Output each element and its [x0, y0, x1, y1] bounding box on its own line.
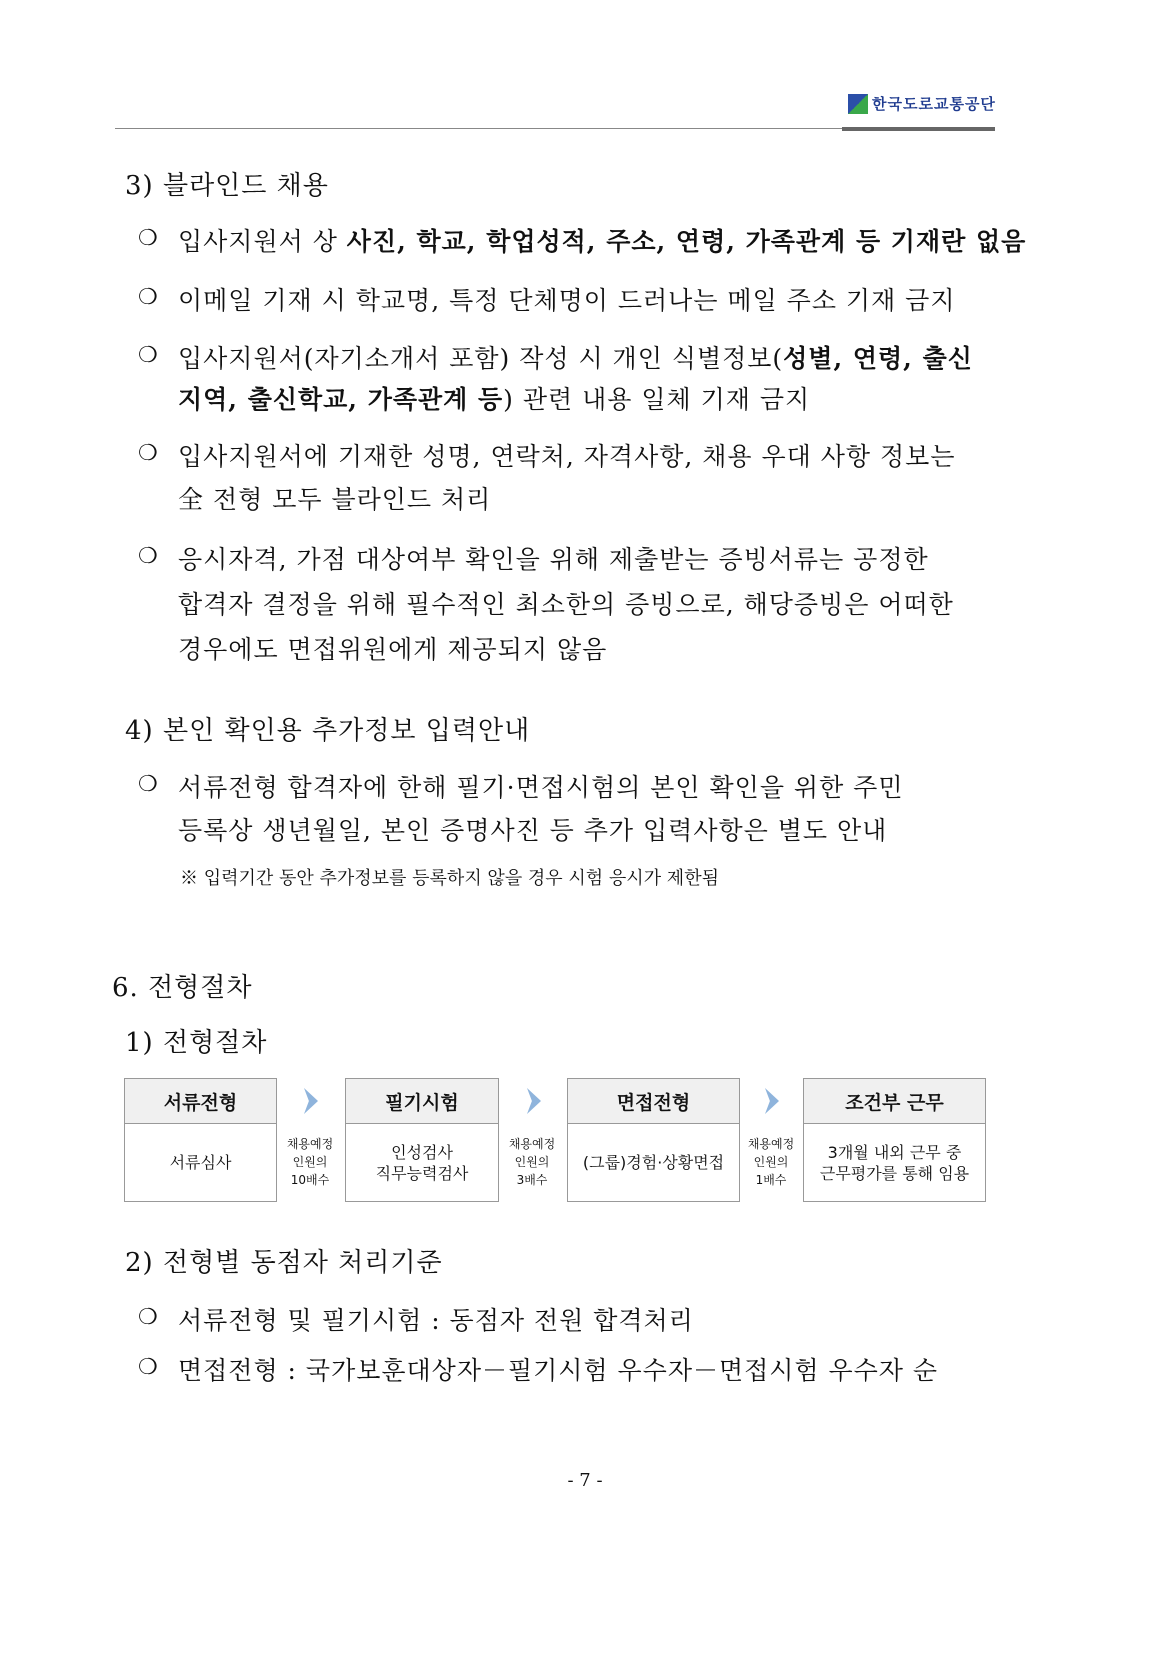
ratio-label: [497, 1135, 567, 1189]
bullet-icon: ❍: [138, 285, 158, 310]
bullet-icon: ❍: [138, 441, 158, 466]
header-accent-bar: [842, 127, 995, 131]
bullet-icon: ❍: [138, 1355, 158, 1380]
section-title: 3) 블라인드 채용: [125, 171, 329, 201]
page-number: - 7 -: [567, 1470, 603, 1491]
paragraph: 경우에도 면접위원에게 제공되지 않음: [178, 635, 608, 664]
arrow-right-icon: [304, 1088, 318, 1114]
paragraph: 全 전형 모두 블라인드 처리: [178, 485, 492, 514]
text: 채용예정: [286, 1137, 334, 1151]
text: 3배수: [516, 1173, 548, 1187]
step-desc: 인성검사: [391, 1142, 453, 1162]
text: 채용예정: [747, 1137, 795, 1151]
paragraph: [178, 380, 810, 416]
step-desc: 3개월 내외 근무 중: [827, 1142, 962, 1162]
text: 10배수: [290, 1173, 330, 1187]
text: 인원의: [753, 1155, 789, 1169]
section-title: 4) 본인 확인용 추가정보 입력안내: [125, 716, 531, 746]
step-name: 조건부 근무: [804, 1079, 985, 1124]
bold-text: 사진, 학교, 학업성적, 주소, 연령, 가족관계 등 기재란 없음: [346, 227, 1027, 256]
paragraph: 이메일 기재 시 학교명, 특정 단체명이 드러나는 메일 주소 기재 금지: [178, 286, 956, 315]
paragraph: 입사지원서에 기재한 성명, 연락처, 자격사항, 채용 우대 사항 정보는: [178, 442, 956, 471]
paragraph: 서류전형 및 필기시험 : 동점자 전원 합격처리: [178, 1306, 694, 1335]
step-desc: (그룹)경험·상황면접: [582, 1153, 725, 1172]
bullet-icon: ❍: [138, 343, 158, 368]
paragraph: [178, 339, 973, 375]
bold-text: 지역, 출신학교, 가족관계 등: [178, 385, 504, 414]
step-box: [803, 1078, 986, 1202]
step-desc: 근무평가를 통해 임용: [819, 1163, 970, 1183]
bullet-icon: ❍: [138, 226, 158, 251]
arrow-right-icon: [527, 1088, 541, 1114]
paragraph: 합격자 결정을 위해 필수적인 최소한의 증빙으로, 해당증빙은 어떠한: [178, 590, 954, 619]
chapter-title: 6. 전형절차: [112, 973, 253, 1003]
ratio-label: [275, 1135, 345, 1189]
step-box: [345, 1078, 499, 1202]
step-name: 필기시험: [346, 1079, 498, 1124]
bold-text: 성별, 연령, 출신: [783, 344, 973, 373]
text: 인원의: [292, 1155, 328, 1169]
bullet-icon: ❍: [138, 772, 158, 797]
bullet-icon: ❍: [138, 544, 158, 569]
k-logo-icon: [848, 94, 868, 114]
text: 1배수: [755, 1173, 787, 1187]
section-title: 2) 전형별 동점자 처리기준: [125, 1248, 443, 1278]
text: 인원의: [514, 1155, 550, 1169]
ratio-label: [736, 1135, 806, 1189]
step-desc: 직무능력검사: [375, 1163, 469, 1183]
step-box: [567, 1078, 740, 1202]
koroad-logo: [848, 93, 996, 114]
text: 입사지원서 상: [178, 227, 347, 256]
logo-text: 한국도로교통공단: [872, 95, 996, 113]
text: 채용예정: [508, 1137, 556, 1151]
bullet-icon: ❍: [138, 1305, 158, 1330]
arrow-right-icon: [765, 1088, 779, 1114]
paragraph: 면접전형 : 국가보훈대상자－필기시험 우수자－면접시험 우수자 순: [178, 1356, 939, 1385]
step-name: 서류전형: [125, 1079, 276, 1124]
paragraph: [178, 222, 1026, 258]
note: ※ 입력기간 동안 추가정보를 등록하지 않을 경우 시험 응시가 제한됨: [180, 868, 719, 889]
section-title: 1) 전형절차: [125, 1028, 268, 1058]
step-name: 면접전형: [568, 1079, 739, 1124]
paragraph: 등록상 생년월일, 본인 증명사진 등 추가 입력사항은 별도 안내: [178, 816, 888, 845]
step-desc: 서류심사: [169, 1153, 232, 1172]
text: ) 관련 내용 일체 기재 금지: [503, 385, 811, 414]
text: 입사지원서(자기소개서 포함) 작성 시 개인 식별정보(: [178, 344, 784, 373]
paragraph: 서류전형 합격자에 한해 필기·면접시험의 본인 확인을 위한 주민: [178, 773, 904, 802]
paragraph: 응시자격, 가점 대상여부 확인을 위해 제출받는 증빙서류는 공정한: [178, 545, 929, 574]
step-box: [124, 1078, 277, 1202]
